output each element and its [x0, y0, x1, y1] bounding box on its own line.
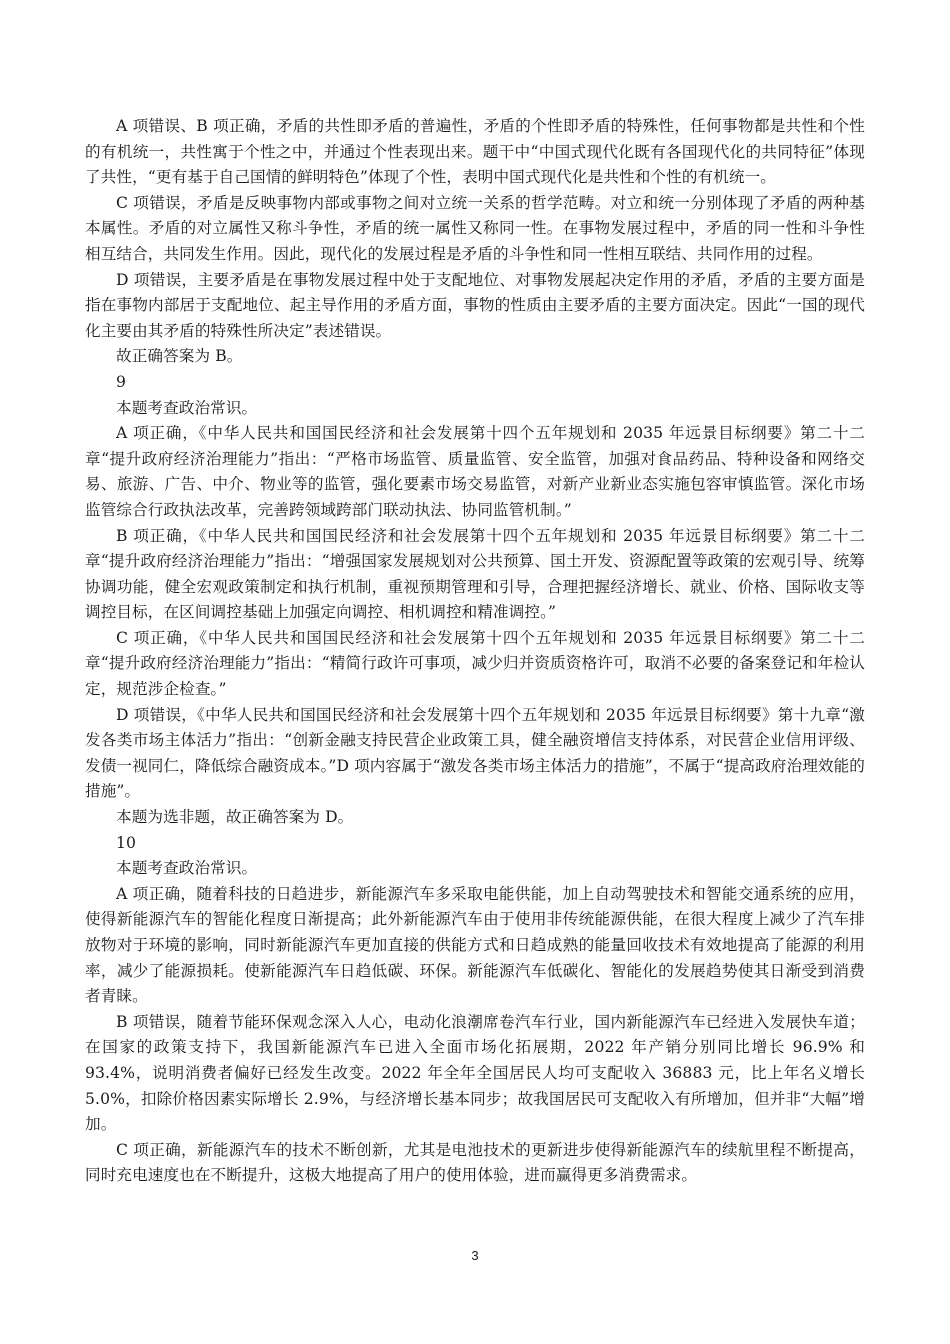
answer-line: 故正确答案为 B。	[116, 347, 243, 366]
topic-line: 本题考查政治常识。	[116, 859, 258, 878]
paragraph-option-d: D 项错误，《中华人民共和国国民经济和社会发展第十四个五年规划和 2035 年远景目标纲要》第十九章“激发各类市场主体活力”指出：“创新金融支持民营企业政策工具，健全融资增信支持体系，对民营企业信用评级、发债一视同仁，降低综合融资成本。”D 项内容属于“激发各类市场主体活力的措施”，不属于“提高政府治理效能的措施”。	[85, 705, 865, 801]
paragraph-d-analysis: D 项错误，主要矛盾是在事物发展过程中处于支配地位、对事物发展起决定作用的矛盾，矛盾的主要方面是指在事物内部居于支配地位、起主导作用的矛盾方面，事物的性质由主要矛盾的主要方面决定。因此“一国的现代化主要由其矛盾的特殊性所决定”表述错误。	[85, 270, 865, 340]
document-body	[85, 114, 865, 1189]
question-number: 9	[116, 372, 127, 391]
question-number: 10	[116, 833, 137, 852]
paragraph-option-b: B 项正确，《中华人民共和国国民经济和社会发展第十四个五年规划和 2035 年远景目标纲要》第二十二章“提升政府经济治理能力”指出：“增强国家发展规划对公共预算、国土开发、资源配置等政策的宏观引导、统筹协调功能，健全宏观政策制定和执行机制，重视预期管理和引导，合理把握经济增长、就业、价格、国际收支等调控目标，在区间调控基础上加强定向调控、相机调控和精准调控。”	[85, 526, 865, 622]
paragraph-option-a: A 项正确，《中华人民共和国国民经济和社会发展第十四个五年规划和 2035 年远景目标纲要》第二十二章“提升政府经济治理能力”指出：“严格市场监管、质量监管、安全监管，加强对食品药品、特种设备和网络交易、旅游、广告、中介、物业等的监管，强化要素市场交易监管，对新产业新业态实施包容审慎监管。深化市场监管综合行政执法改革，完善跨领域跨部门联动执法、协同监管机制。”	[85, 424, 865, 519]
paragraph-ab-analysis: A 项错误、B 项正确，矛盾的共性即矛盾的普遍性，矛盾的个性即矛盾的特殊性，任何事物都是共性和个性的有机统一，共性寓于个性之中，并通过个性表现出来。题干中“中国式现代化既有各国现代化的共同特征”体现了共性，“更有基于自己国情的鲜明特色”体现了个性，表明中国式现代化是共性和个性的有机统一。	[85, 117, 865, 187]
topic-line: 本题考查政治常识。	[116, 398, 258, 417]
paragraph-option-c: C 项正确，《中华人民共和国国民经济和社会发展第十四个五年规划和 2035 年远景目标纲要》第二十二章“提升政府经济治理能力”指出：“精简行政许可事项，减少归并资质资格许可，取消不必要的备案登记和年检认定，规范涉企检查。”	[85, 628, 865, 699]
paragraph-option-a: A 项正确，随着科技的日趋进步，新能源汽车多采取电能供能，加上自动驾驶技术和智能交通系统的应用，使得新能源汽车的智能化程度日渐提高；此外新能源汽车由于使用非传统能源供能，在很大程度上减少了汽车排放物对于环境的影响，同时新能源汽车更加直接的供能方式和日趋成熟的能量回收技术有效地提高了能源的利用率，减少了能源损耗。使新能源汽车日趋低碳、环保。新能源汽车低碳化、智能化的发展趋势使其日渐受到消费者青睐。	[85, 884, 865, 1006]
page-number: 3	[471, 1248, 479, 1263]
answer-line: 本题为选非题，故正确答案为 D。	[116, 808, 354, 827]
paragraph-option-b: B 项错误，随着节能环保观念深入人心，电动化浪潮席卷汽车行业，国内新能源汽车已经进入发展快车道；在国家的政策支持下，我国新能源汽车已进入全面市场化拓展期，2022 年产销分别同比增长 96.9% 和 93.4%，说明消费者偏好已经发生改变。2022 年全年全国居民人均可支配收入 36883 元，比上年名义增长 5.0%，扣除价格因素实际增长 2.9%，与经济增长基本同步；故我国居民可支配收入有所增加，但并非“大幅”增加。	[85, 1012, 865, 1134]
paragraph-option-c: C 项正确，新能源汽车的技术不断创新，尤其是电池技术的更新进步使得新能源汽车的续航里程不断提高，同时充电速度也在不断提升，这极大地提高了用户的使用体验，进而赢得更多消费需求。	[85, 1140, 865, 1185]
paragraph-c-analysis: C 项错误，矛盾是反映事物内部或事物之间对立统一关系的哲学范畴。对立和统一分别体现了矛盾的两种基本属性。矛盾的对立属性又称斗争性，矛盾的统一属性又称同一性。在事物发展过程中，矛盾的同一性和斗争性相互结合，共同发生作用。因此，现代化的发展过程是矛盾的斗争性和同一性相互联结、共同作用的过程。	[85, 193, 865, 263]
